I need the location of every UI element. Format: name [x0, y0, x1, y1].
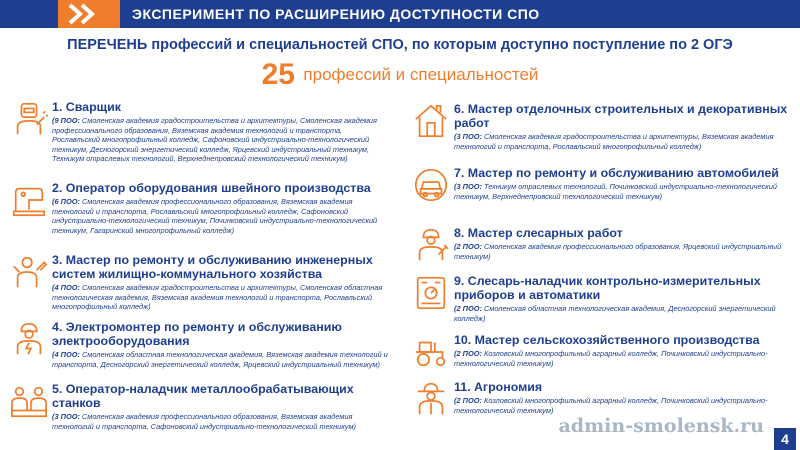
item-title: 7. Мастер по ремонту и обслуживанию автомобилей [454, 166, 779, 180]
item-details: (3 ПОО: Техникум отраслевых технологий, Починковский индустриально-технологический техникум, Верхнеднепровский технологический техникум) [454, 182, 777, 201]
item-title: 2. Оператор оборудования швейного производства [52, 181, 371, 195]
tractor-icon [412, 333, 450, 371]
count-row [0, 58, 800, 92]
item-title: 4. Электромонтер по ремонту и обслуживанию электрооборудования [52, 320, 342, 348]
item-title: 11. Агрономия [454, 380, 543, 394]
car-service-icon [412, 166, 450, 204]
electrician-icon [10, 320, 48, 358]
watermark: admin-smolensk.ru [558, 415, 764, 437]
page-subtitle: ПЕРЕЧЕНЬ профессий и специальностей СПО, по которым доступно поступление по 2 ОГЭ [67, 37, 733, 53]
item-title: 9. Слесарь-наладчик контрольно-измерительных приборов и автоматики [454, 274, 761, 302]
header-title: ЭКСПЕРИМЕНТ ПО РАСШИРЕНИЮ ДОСТУПНОСТИ СПО [132, 6, 540, 22]
item-title: 3. Мастер по ремонту и обслуживанию инженерных систем жилищно-коммунального хозяйства [52, 253, 373, 281]
item-details: (4 ПОО: Смоленская академия градостроительства и архитектуры, Смоленская областная технологическая академия, Вяземская академия технологий и транспорта, Рославльский многопрофильный колледж) [52, 283, 383, 312]
item-details: (9 ПОО: Смоленская академия градостроительства и архитектуры, Смоленская академия профессионального образования, Вяземская академия технологий и транспорта, Рославльский многопрофильный колледж, Сафоновский индустриально-технологический техникум, Десногорский энергетический колледж, Ярцевский индустриальный техникум, Техникум отраслевых технологий, Верхнеднепровский технологический техникум) [52, 116, 377, 164]
item-details: (2 ПОО: Смоленская академия профессионального образования, Ярцевский индустриальный техникум) [454, 242, 782, 261]
sewing-machine-icon [10, 181, 48, 219]
item-details: (4 ПОО: Смоленская областная технологическая академия, Вяземская академия технологий и транспорта, Десногорский энергетический колледж, Ярцевский индустриальный техникум) [52, 350, 388, 369]
chevron-badge [58, 0, 120, 28]
item-title: 6. Мастер отделочных строительных и декоративных работ [454, 102, 788, 130]
farmer-icon [412, 380, 450, 418]
count-text: профессий и специальностей [303, 65, 539, 84]
item-details: (6 ПОО: Смоленская академия профессионального образования, Вяземская академия технологий и транспорта, Рославльский многопрофильный колледж, Сафоновский индустриально-технологический техникум, Починковский индустриально-технологический техникум, Гагаринский многопрофильный колледж) [52, 197, 378, 235]
header-bar [0, 0, 800, 28]
count-number: 25 [261, 58, 295, 91]
item-title: 1. Сварщик [52, 100, 121, 114]
item-details: (3 ПОО: Смоленская академия профессионального образования, Вяземская академия технологий и транспорта, Сафоновский индустриально-технологический техникум) [52, 412, 356, 431]
machinists-icon [10, 382, 48, 420]
house-repair-icon [412, 102, 450, 140]
item-title: 8. Мастер слесарных работ [454, 226, 623, 240]
welder-icon [10, 100, 48, 138]
item-details: (2 ПОО: Смоленская областная технологическая академия, Десногорский энергетический колледж) [454, 304, 776, 323]
mechanic-icon [412, 226, 450, 264]
plumber-icon [10, 253, 48, 291]
control-panel-icon [412, 274, 450, 312]
item-details: (3 ПОО: Смоленская академия градостроительства и архитектуры, Вяземская академия технологий и транспорта, Рославльский многопрофильный колледж) [454, 132, 774, 151]
item-title: 10. Мастер сельскохозяйственного производства [454, 333, 760, 347]
item-details: (2 ПОО: Козловский многопрофильный аграрный колледж, Починковский индустриально-технологический техникум) [454, 396, 768, 415]
item-title: 5. Оператор-наладчик металлообрабатывающих станков [52, 382, 354, 410]
page-number: 4 [774, 428, 796, 450]
item-details: (2 ПОО: Козловский многопрофильный аграрный колледж, Починковский индустриально-технологический техникум) [454, 349, 768, 368]
double-chevron-icon [66, 3, 112, 25]
